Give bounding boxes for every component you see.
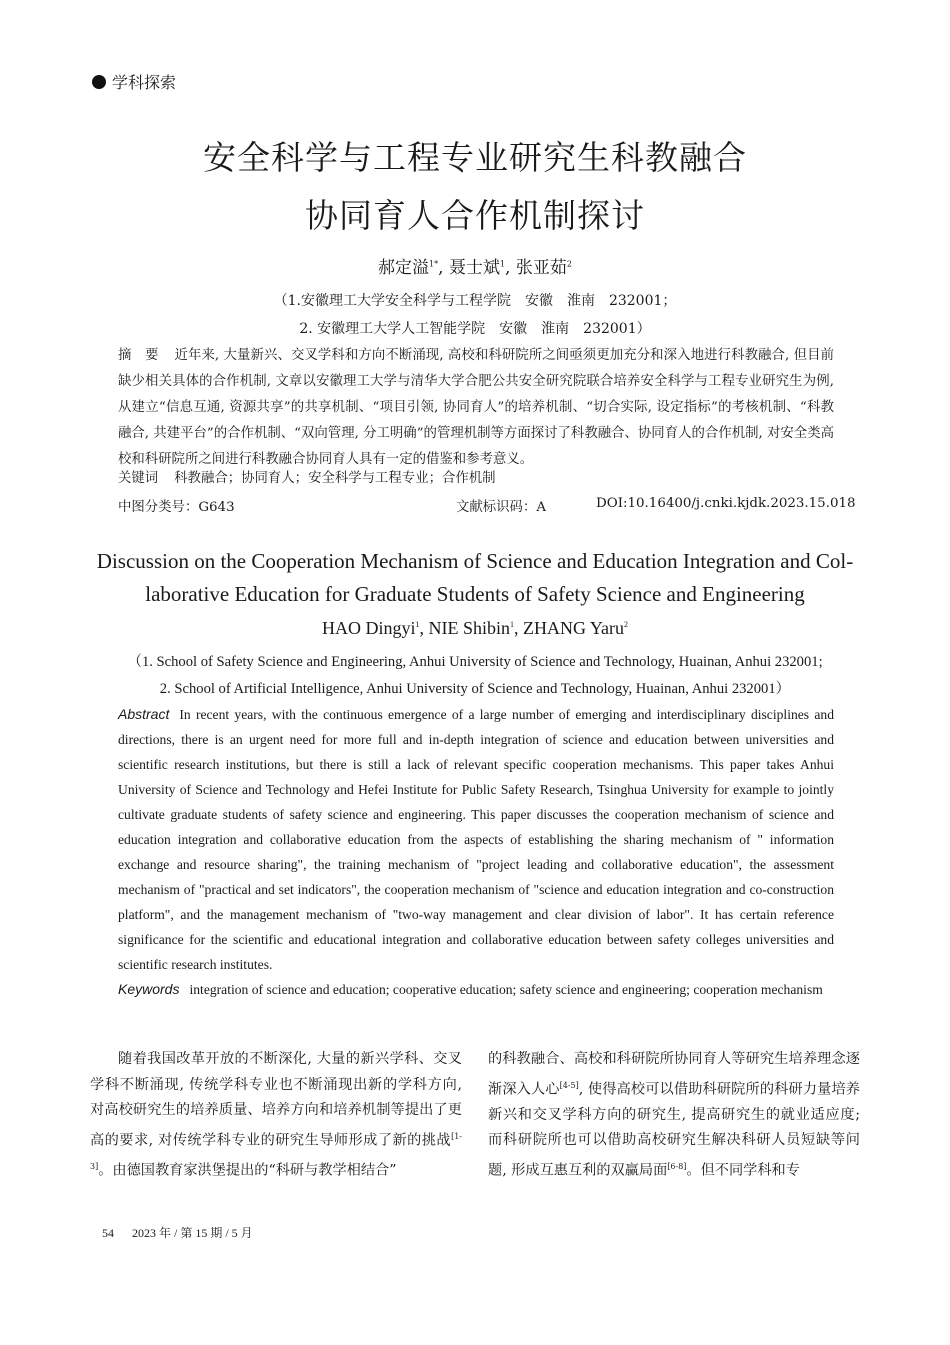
keywords-cn: [118, 467, 834, 486]
abstract-cn-text: 近年来, 大量新兴、交叉学科和方向不断涌现, 高校和科研院所之间亟须更加充分和深入地进行科教融合, 但目前缺少相关具体的合作机制, 文章以安徽理工大学与清华大学合肥公共安全研究院联合培养安全科学与工程专业研究生为例, 从建立“信息互通, 资源共享”的共享机制、“项目引领, 协同育人”的培养机制、“切合实际, 设定指标”的考核机制、“科教融合, 共建平台”的合作机制、“双向管理, 分工明确”的管理机制等方面探讨了科教融合、协同育人的合作机制, 对安全类高校和科研院所之间进行科教融合协同育人具有一定的借鉴和参考意义。: [118, 348, 835, 467]
title-en-line2: laborative Education for Graduate Students of Safety Science and Engineering: [145, 582, 805, 606]
body-right-text: 的科教融合、高校和科研院所协同育人等研究生培养理念逐渐深入人心: [488, 1051, 860, 1098]
author-en-sup: 1: [510, 620, 514, 629]
title-cn-line2: 协同育人合作机制探讨: [305, 196, 645, 235]
bullet-dot-icon: [92, 75, 106, 89]
author-cn-sup: 2: [566, 259, 572, 269]
keywords-cn-label: 关键词: [118, 471, 159, 486]
abstract-en: [118, 702, 834, 977]
author-en-name: NIE Shibin: [428, 618, 510, 638]
author-cn-name: 聂士斌: [448, 258, 500, 278]
author-en-name: HAO Dingyi: [321, 618, 416, 638]
abstract-cn-label: 摘 要: [118, 348, 159, 363]
affiliation-cn-line2: 2. 安徽理工大学人工智能学院 安徽 淮南 232001）: [299, 321, 651, 337]
body-column-left: [90, 1047, 462, 1184]
citation-ref: [6-8]: [667, 1161, 687, 1171]
author-cn-name: 张亚茹: [515, 258, 567, 278]
issue-info: 2023 年 / 第 15 期 / 5 月: [132, 1226, 253, 1240]
keywords-en-label: Keywords: [118, 981, 180, 997]
abstract-cn: [118, 343, 834, 473]
author-cn-sup: 1: [499, 259, 506, 269]
citation-ref: [1-3]: [90, 1131, 462, 1171]
abstract-en-text: In recent years, with the continuous emergence of a large number of emerging and interdisciplinary disciplines and directions, there is an urgent need for more full and in-depth integration of science and education between universities and scientific research institutions, but there is still a lack of relevant specific cooperation mechanisms. This paper takes Anhui University of Science and Technology and Hefei Institute for Public Safety Research, Tsinghua University for example to jointly cultivate graduate students of safety science and engineering. This paper discusses the cooperation mechanism of science and education integration and collaborative education from the aspects of establishing the sharing mechanism of " information exchange and resource sharing", the training mechanism of "project leading and collaborative education", the assessment mechanism of "practical and set indicators", the cooperation mechanism of "science and education integration and co-construction platform", and the management mechanism of "two-way management and clear division of labor". It has certain reference significance for the scientific and educational integration and collaborative education between safety colleges universities and scientific research institutes.: [118, 707, 834, 972]
title-cn-line1: 安全科学与工程专业研究生科教融合: [203, 138, 747, 177]
page-footer: [102, 1224, 253, 1241]
section-label: 学科探索: [112, 73, 177, 92]
title-en-line1: Discussion on the Cooperation Mechanism of Science and Education Integration and Col-: [96, 549, 854, 573]
author-cn-name: 郝定溢: [378, 258, 430, 278]
authors-cn: 郝定溢$^{1*}$, 聂士斌$^1$, 张亚茹$^2$: [378, 258, 572, 278]
page-number: 54: [102, 1226, 114, 1240]
body-left-text-cont: 。由德国教育家洪堡提出的“科研与教学相结合”: [98, 1162, 397, 1179]
keywords-cn-text: 科教融合；协同育人；安全科学与工程专业；合作机制: [174, 471, 496, 486]
doi: DOI:10.16400/j.cnki.kjdk.2023.15.018: [596, 496, 856, 511]
citation-ref: [4-5]: [559, 1080, 579, 1090]
body-left-text: 随着我国改革开放的不断深化, 大量的新兴学科、交叉学科不断涌现, 传统学科专业也不断涌现出新的学科方向, 对高校研究生的培养质量、培养方向和培养机制等提出了更高的要求, 对传统学科专业的研究生导师形成了新的挑战: [90, 1051, 462, 1149]
author-en-sup: 2: [624, 620, 629, 629]
title-en: [70, 545, 880, 611]
author-en-sup: 1: [415, 620, 420, 629]
keywords-en-text: integration of science and education; cooperative education; safety science and engineering; cooperation mechanism: [189, 982, 823, 997]
body-column-right: [488, 1047, 860, 1184]
affiliation-en-line1: （1. School of Safety Science and Engineering, Anhui University of Science and Technology, Huainan, Anhui 232001;: [127, 654, 823, 670]
affiliation-cn-line1: （1.安徽理工大学安全科学与工程学院 安徽 淮南 232001；: [273, 293, 677, 309]
abstract-en-label: Abstract: [118, 706, 170, 722]
section-tag: [92, 70, 176, 93]
body-right-text-end: 。但不同学科和专: [686, 1162, 800, 1179]
authors-en: HAO Dingyi$^1$, NIE Shibin$^1$, ZHANG Yaru$^2$: [321, 618, 629, 638]
body-right-text-cont: , 使得高校可以借助科研院所的科研力量培养新兴和交叉学科方向的研究生, 提高研究生的就业适应度; 而科研院所也可以借助高校研究生解决科研人员短缺等问题, 形成互惠互利的双赢局面: [488, 1081, 860, 1179]
document-code: 文献标识码：A: [456, 500, 547, 515]
keywords-en: [118, 977, 834, 1002]
author-en-name: ZHANG Yaru: [523, 618, 625, 638]
author-cn-sup: 1*: [429, 259, 439, 269]
clc-number: 中图分类号：G643: [118, 500, 235, 515]
affiliation-en-line2: 2. School of Artificial Intelligence, Anhui University of Science and Technology, Huainan, Anhui 232001）: [159, 681, 791, 697]
